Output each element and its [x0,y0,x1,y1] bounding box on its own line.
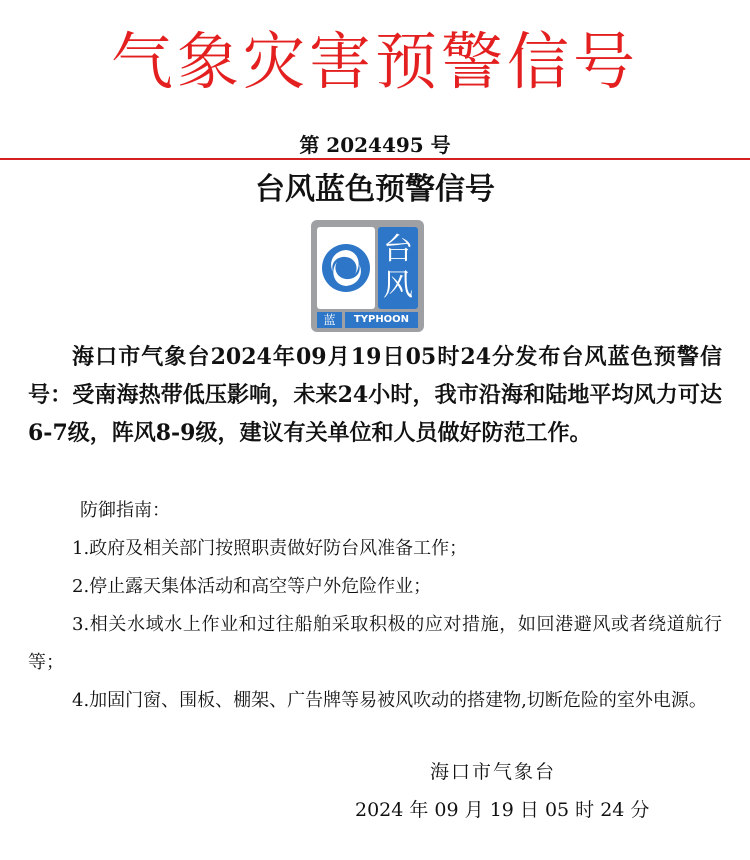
guide-item: 3.相关水域水上作业和过往船舶采取积极的应对措施，如回港避风或者绕道航行等； [28,614,722,673]
guide-item: 1.政府及相关部门按照职责做好防台风准备工作； [72,538,468,559]
red-divider [0,158,750,160]
type-char-2: 风 [383,268,413,303]
typhoon-symbol-panel [317,227,375,309]
typhoon-icon [319,241,373,295]
banner-title: 气象灾害预警信号 [110,25,639,98]
guide-heading: 防御指南： [80,500,170,521]
document-number: 第 2024495 号 [299,133,451,157]
guide-item: 4.加固门窗、围板、棚架、广告牌等易被风吹动的搭建物,切断危险的室外电源。 [72,690,707,711]
typhoon-type-panel [378,227,418,309]
english-label: TYPHOON [345,312,418,328]
signal-title: 台风蓝色预警信号 [255,172,495,207]
main-paragraph: 海口市气象台2024年09月19日05时24分发布台风蓝色预警信号：受南海热带低压影响，未来24小时，我市沿海和陆地平均风力可达6-7级，阵风8-9级，建议有关单位和人员做好防范工作。 [28,344,722,446]
type-char-1: 台 [383,232,413,267]
signature-org: 海口市气象台 [430,761,557,783]
signature-date: 2024 年 09 月 19 日 05 时 24 分 [355,799,650,821]
level-char: 蓝 [317,312,342,328]
typhoon-warning-icon [311,220,424,332]
guide-item: 2.停止露天集体活动和高空等户外危险作业； [72,576,432,597]
